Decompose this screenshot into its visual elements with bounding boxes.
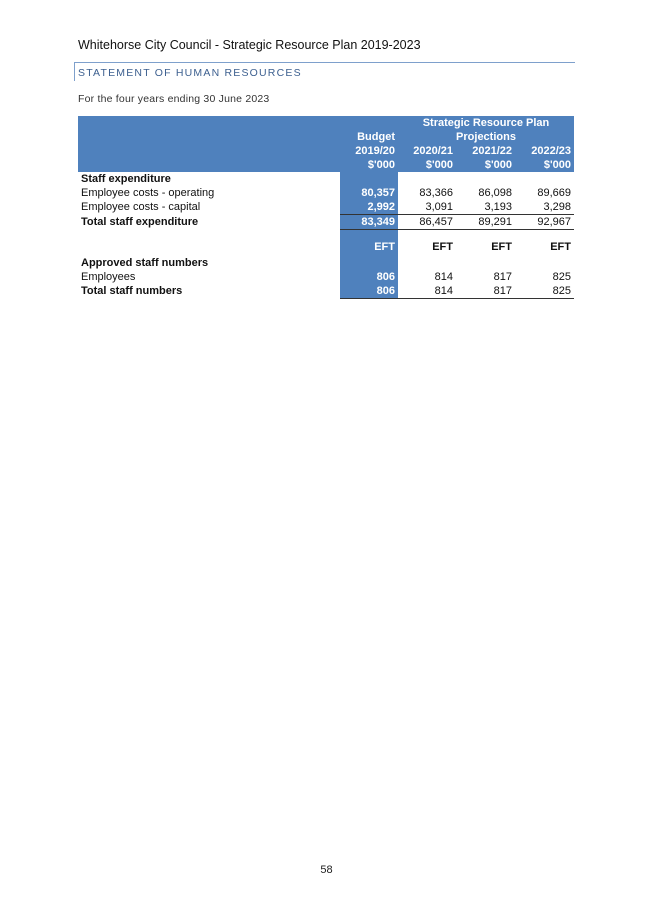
total-label: Total staff numbers — [81, 285, 183, 298]
header-year: 2020/21 — [398, 144, 456, 158]
budget-value: 83,349 — [340, 215, 398, 230]
header-row-group — [78, 116, 574, 130]
eft-unit-row — [78, 238, 574, 256]
header-unit: $'000 — [515, 158, 574, 172]
header-projections: Projections — [398, 130, 574, 144]
budget-value: 806 — [340, 270, 398, 284]
table-row — [78, 200, 574, 215]
projection-value: 86,098 — [478, 187, 512, 199]
document-title: Whitehorse City Council - Strategic Resource Plan 2019-2023 — [78, 38, 421, 52]
section-row-staff-expenditure — [78, 172, 574, 186]
projection-value: 3,091 — [425, 201, 453, 213]
header-year: 2019/20 — [340, 144, 398, 158]
header-row-years — [78, 144, 574, 158]
eft-label: EFT — [550, 241, 571, 253]
section-label: Staff expenditure — [81, 173, 171, 185]
total-label: Total staff expenditure — [81, 216, 199, 228]
header-unit: $'000 — [340, 158, 398, 172]
projection-value: 92,967 — [515, 215, 574, 230]
table-row — [78, 270, 574, 284]
row-label: Employee costs - operating — [81, 187, 215, 199]
header-year: 2022/23 — [515, 144, 574, 158]
projection-value: 825 — [552, 271, 571, 283]
section-heading: STATEMENT OF HUMAN RESOURCES — [74, 62, 575, 81]
projection-value: 86,457 — [398, 215, 456, 230]
projection-value: 89,669 — [537, 187, 571, 199]
eft-label: EFT — [432, 241, 453, 253]
header-row-labels — [78, 130, 574, 144]
table-row — [78, 186, 574, 200]
projection-value: 814 — [398, 284, 456, 299]
projection-value: 3,193 — [484, 201, 512, 213]
projection-value: 3,298 — [543, 201, 571, 213]
eft-label: EFT — [340, 238, 398, 256]
projection-value: 83,366 — [419, 187, 453, 199]
page-number: 58 — [320, 864, 333, 876]
row-label: Employees — [81, 271, 136, 283]
header-year: 2021/22 — [456, 144, 515, 158]
table-subtitle: For the four years ending 30 June 2023 — [78, 93, 270, 105]
budget-value: 806 — [340, 284, 398, 299]
eft-label: EFT — [491, 241, 512, 253]
budget-value: 80,357 — [340, 186, 398, 200]
section-label: Approved staff numbers — [81, 257, 209, 269]
header-unit: $'000 — [398, 158, 456, 172]
row-label: Employee costs - capital — [81, 201, 201, 214]
section-row-approved-staff-numbers — [78, 256, 574, 270]
projection-value: 89,291 — [456, 215, 515, 230]
total-row-staff-numbers — [78, 284, 574, 299]
header-row-units — [78, 158, 574, 172]
projection-value: 817 — [493, 271, 512, 283]
projection-value: 817 — [456, 284, 515, 299]
header-unit: $'000 — [456, 158, 515, 172]
budget-value: 2,992 — [340, 200, 398, 215]
human-resources-table — [78, 116, 574, 299]
header-strategic-resource-plan: Strategic Resource Plan — [398, 116, 574, 130]
projection-value: 814 — [434, 271, 453, 283]
projection-value: 825 — [515, 284, 574, 299]
total-row-staff-expenditure — [78, 215, 574, 230]
header-budget: Budget — [340, 130, 398, 144]
